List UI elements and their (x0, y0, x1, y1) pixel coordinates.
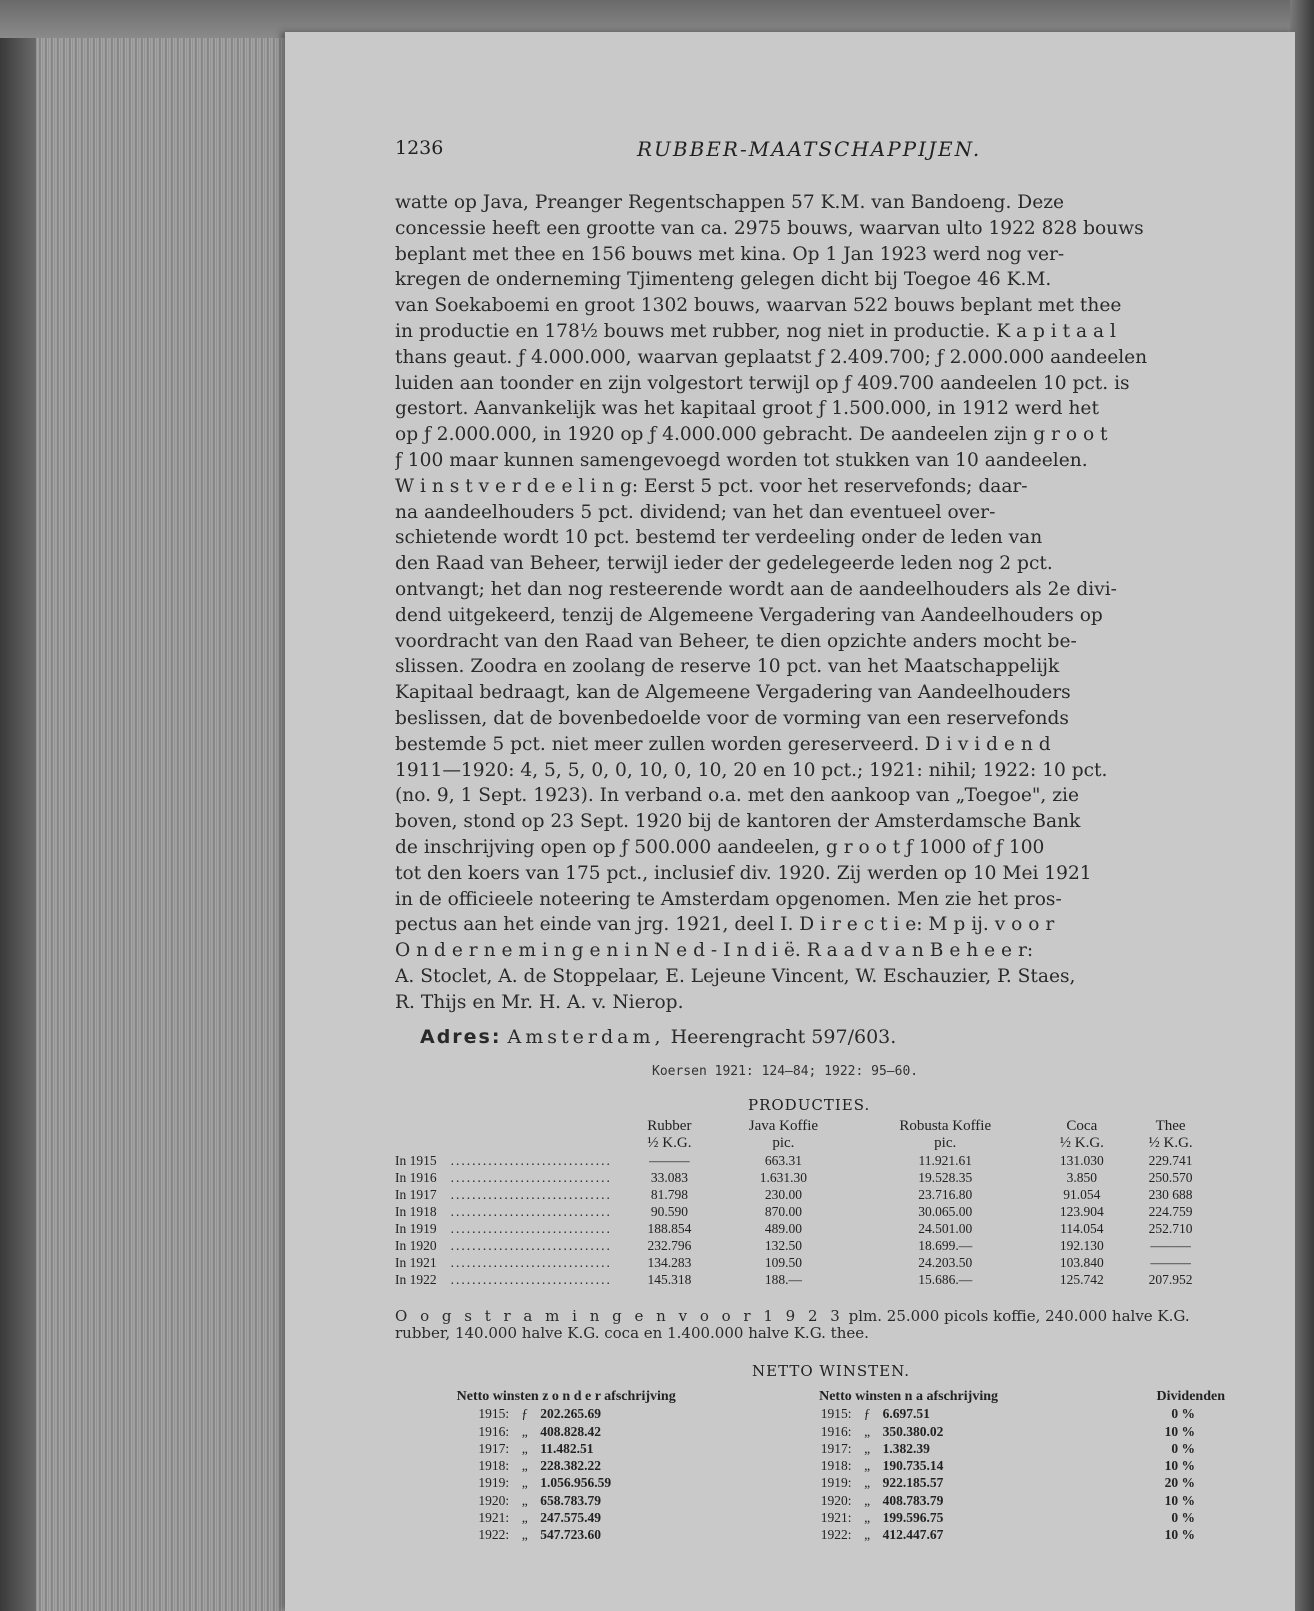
productions-col-unit: ½ K.G. (1059, 1135, 1104, 1151)
table-cell: „ (521, 1475, 528, 1491)
row-label-text: In 1921 (395, 1255, 437, 1270)
running-title: RUBBER-MAATSCHAPPIJEN. (637, 137, 982, 161)
leader-dots: .............................. (450, 1272, 612, 1287)
leader-dots: .............................. (450, 1238, 612, 1253)
netto-header-row (395, 1388, 1225, 1405)
table-cell: 123.904 (1059, 1204, 1104, 1219)
table-cell: 11.482.51 (540, 1440, 594, 1456)
table-cell: 230 688 (1148, 1187, 1193, 1202)
table-cell: 1.056.956.59 (540, 1475, 612, 1491)
productions-table (395, 1118, 1215, 1288)
body-line: watte op Java, Preanger Regentschappen 57 K.M. van Bandoeng. Deze (395, 192, 1064, 213)
body-line: R. Thijs en Mr. H. A. v. Nierop. (395, 991, 684, 1013)
table-cell: ——— (1150, 1238, 1191, 1253)
body-line: beplant met thee en 156 bouws met kina. Op 1 Jan 1923 werd nog ver- (395, 243, 1065, 265)
table-row (395, 1186, 1215, 1203)
body-line: gestort. Aanvankelijk was het kapitaal groot ƒ 1.500.000, in 1912 werd het (395, 398, 1099, 420)
koersen-line: Koersen 1921: 124—84; 1922: 95—60. (652, 1064, 919, 1079)
table-cell: 250.570 (1148, 1170, 1193, 1185)
table-row (395, 1440, 1225, 1457)
body-line: ontvangt; het dan nog resteerende wordt aan de aandeelhouders als 2e divi- (395, 578, 1117, 600)
body-line: (no. 9, 1 Sept. 1923). In verband o.a. met den aankoop van „Toegoe", zie (395, 785, 1079, 807)
table-cell: 0 % (1171, 1440, 1195, 1456)
table-cell: 1915: (478, 1406, 510, 1422)
table-cell: 1.382.39 (882, 1440, 930, 1456)
table-cell: 1.631.30 (759, 1170, 807, 1185)
table-cell: 547.723.60 (540, 1527, 601, 1543)
table-row (395, 1509, 1225, 1526)
row-label (395, 1186, 625, 1203)
table-cell: 922.185.57 (882, 1475, 944, 1491)
row-label (395, 1169, 625, 1186)
table-row (395, 1152, 1215, 1169)
table-cell: 412.447.67 (882, 1527, 944, 1543)
table-cell: „ (521, 1440, 528, 1456)
book-page-edges (0, 0, 300, 1611)
netto-title: NETTO WINSTEN. (752, 1362, 911, 1380)
body-line: Kapitaal bedraagt, kan de Algemeene Vergadering van Aandeelhouders (395, 682, 1071, 704)
address-city: Amsterdam, (507, 1026, 665, 1048)
table-cell: 125.742 (1059, 1272, 1104, 1287)
address-line (420, 1026, 896, 1048)
oogst-text (395, 1308, 1235, 1342)
row-label-text: In 1922 (395, 1272, 437, 1287)
table-cell: 663.31 (764, 1153, 802, 1168)
table-cell: „ (864, 1492, 871, 1508)
productions-col-unit: pic. (772, 1135, 795, 1151)
table-cell: 408.783.79 (882, 1492, 944, 1508)
table-cell: 1921: (478, 1510, 510, 1526)
table-cell: ——— (1150, 1255, 1191, 1270)
table-cell: 19.528.35 (918, 1170, 973, 1185)
table-cell: 81.798 (650, 1187, 688, 1202)
table-cell: 190.735.14 (882, 1458, 944, 1474)
oogst-line-2: rubber, 140.000 halve K.G. coca en 1.400.000 halve K.G. thee. (395, 1324, 869, 1342)
row-label-text: In 1916 (395, 1170, 437, 1185)
table-cell: 10 % (1164, 1423, 1195, 1439)
table-cell: 11.921.61 (918, 1153, 972, 1168)
table-cell: „ (864, 1510, 871, 1526)
table-cell: 408.828.42 (540, 1423, 601, 1439)
book-spine-shadow (0, 0, 36, 1611)
table-cell: 188.854 (647, 1221, 692, 1236)
table-row (395, 1457, 1225, 1474)
table-cell: 24.203.50 (918, 1255, 973, 1270)
table-row (395, 1492, 1225, 1509)
table-cell: ——— (649, 1153, 690, 1168)
table-cell: 30.065.00 (918, 1204, 973, 1219)
table-cell: 1918: (820, 1458, 852, 1474)
productions-col-name: Thee (1155, 1118, 1186, 1134)
body-line: boven, stond op 23 Sept. 1920 bij de kantoren der Amsterdamsche Bank (395, 811, 1081, 833)
table-cell: 207.952 (1148, 1272, 1193, 1287)
table-cell: 6.697.51 (882, 1406, 930, 1422)
table-cell: 199.596.75 (882, 1510, 944, 1526)
row-label (395, 1271, 625, 1288)
productions-col-unit: ½ K.G. (647, 1135, 692, 1151)
table-cell: 188.— (764, 1272, 802, 1287)
productions-col-name: Java Koffie (748, 1118, 819, 1134)
table-cell: 1919: (820, 1475, 852, 1491)
table-cell: 202.265.69 (540, 1406, 601, 1422)
row-label (395, 1237, 625, 1254)
table-cell: „ (521, 1458, 528, 1474)
body-line: van Soekaboemi en groot 1302 bouws, waarvan 522 bouws beplant met thee (395, 295, 1122, 317)
table-cell: 1920: (820, 1492, 852, 1508)
table-cell: 24.501.00 (918, 1221, 973, 1236)
table-cell: 224.759 (1148, 1204, 1193, 1219)
table-cell: 1920: (478, 1492, 510, 1508)
leader-dots: .............................. (450, 1187, 612, 1202)
table-cell: 0 % (1171, 1406, 1195, 1422)
productions-col-unit: pic. (934, 1135, 957, 1151)
body-line: voordracht van den Raad van Beheer, te dien opzichte anders mocht be- (395, 630, 1077, 652)
table-cell: 229.741 (1148, 1153, 1193, 1168)
netto-head-zonder: Netto winsten z o n d e r afschrijving (456, 1389, 676, 1404)
body-line: na aandeelhouders 5 pct. dividend; van het dan eventueel over- (395, 501, 996, 523)
table-cell: „ (521, 1527, 528, 1543)
row-label (395, 1152, 625, 1169)
table-cell: 489.00 (764, 1221, 802, 1236)
table-cell: „ (864, 1423, 871, 1439)
table-cell: 91.054 (1063, 1187, 1101, 1202)
table-cell: 870.00 (764, 1204, 802, 1219)
page-number: 1236 (395, 137, 444, 159)
table-cell: 247.575.49 (540, 1510, 601, 1526)
table-cell: 1915: (820, 1406, 852, 1422)
table-cell: 232.796 (647, 1238, 692, 1253)
table-cell: 1917: (820, 1440, 852, 1456)
table-cell: 103.840 (1059, 1255, 1104, 1270)
body-line: dend uitgekeerd, tenzij de Algemeene Vergadering van Aandeelhouders op (395, 604, 1103, 626)
row-label-text: In 1920 (395, 1238, 437, 1253)
row-label-text: In 1918 (395, 1204, 437, 1219)
table-row (395, 1237, 1215, 1254)
table-cell: 15.686.— (918, 1272, 973, 1287)
table-cell: „ (521, 1492, 528, 1508)
table-cell: 18.699.— (918, 1238, 973, 1253)
table-cell: 1919: (478, 1475, 510, 1491)
table-cell: 0 % (1171, 1510, 1195, 1526)
oogst-line-1 (395, 1308, 1235, 1325)
table-cell: 658.783.79 (540, 1492, 601, 1508)
address-street: Heerengracht 597/603. (670, 1026, 897, 1048)
table-cell: 10 % (1164, 1458, 1195, 1474)
table-cell: 114.054 (1060, 1221, 1104, 1236)
table-row (395, 1526, 1225, 1543)
table-cell: 132.50 (764, 1238, 802, 1253)
body-line: schietende wordt 10 pct. bestemd ter verdeeling onder de leden van (395, 527, 1043, 549)
table-cell: 1918: (478, 1458, 510, 1474)
table-cell: „ (864, 1458, 871, 1474)
table-cell: 1916: (820, 1423, 852, 1439)
body-line: pectus aan het einde van jrg. 1921, deel I. D i r e c t i e: M p ij. v o o r (395, 914, 1055, 936)
body-line: slissen. Zoodra en zoolang de reserve 10 pct. van het Maatschappelijk (395, 656, 1060, 678)
body-line: in de officieele noteering te Amsterdam opgenomen. Men zie het pros- (395, 888, 1062, 910)
body-line: tot den koers van 175 pct., inclusief div. 1920. Zij werden op 10 Mei 1921 (395, 862, 1092, 884)
table-cell: 145.318 (647, 1272, 692, 1287)
leader-dots: .............................. (450, 1204, 612, 1219)
table-row (395, 1169, 1215, 1186)
row-label (395, 1254, 625, 1271)
productions-title: PRODUCTIES. (748, 1096, 871, 1114)
leader-dots: .............................. (450, 1255, 612, 1270)
leader-dots: .............................. (450, 1170, 612, 1185)
table-row (395, 1423, 1225, 1440)
table-cell: 228.382.22 (540, 1458, 601, 1474)
table-cell: 33.083 (650, 1170, 688, 1185)
body-line: in productie en 178½ bouws met rubber, nog niet in productie. K a p i t a a l (395, 320, 1116, 342)
table-cell: 90.590 (650, 1204, 688, 1219)
table-cell: „ (864, 1527, 871, 1543)
table-cell: 3.850 (1066, 1170, 1098, 1185)
oogst-lead: O o g s t r a m i n g e n v o o r 1 9 2 3 (395, 1307, 844, 1325)
table-cell: 1922: (820, 1527, 852, 1543)
body-line: beslissen, dat de bovenbedoelde voor de vorming van een reservefonds (395, 707, 1069, 729)
netto-winsten-table (395, 1388, 1225, 1544)
row-label-text: In 1919 (395, 1221, 437, 1236)
netto-head-na: Netto winsten n a afschrijving (819, 1389, 998, 1404)
body-line: kregen de onderneming Tjimenteng gelegen dicht bij Toegoe 46 K.M. (395, 269, 1052, 291)
table-row (395, 1220, 1215, 1237)
table-cell: 192.130 (1059, 1238, 1104, 1253)
table-cell: ƒ (863, 1406, 871, 1422)
address-label: Adres: (420, 1026, 502, 1048)
table-row (395, 1474, 1225, 1491)
productions-col-name: Coca (1066, 1118, 1098, 1134)
table-cell: ƒ (521, 1406, 529, 1422)
table-cell: „ (521, 1423, 528, 1439)
row-label (395, 1203, 625, 1220)
page-header (395, 137, 1195, 167)
body-line: de inschrijving open op ƒ 500.000 aandeelen, g r o o t ƒ 1000 of ƒ 100 (395, 836, 1045, 858)
body-line: den Raad van Beheer, terwijl ieder der gedelegeerde leden nog 2 pct. (395, 553, 1053, 575)
table-cell: 252.710 (1148, 1221, 1193, 1236)
table-cell: 1921: (820, 1510, 852, 1526)
oogst-line1-rest: plm. 25.000 picols koffie, 240.000 halve K.G. (848, 1307, 1190, 1325)
table-cell: „ (864, 1440, 871, 1456)
productions-col-name: Rubber (647, 1118, 692, 1134)
table-row (395, 1271, 1215, 1288)
leader-dots: .............................. (450, 1221, 612, 1236)
table-cell: 20 % (1164, 1475, 1195, 1491)
table-row (395, 1405, 1225, 1422)
body-line: bestemde 5 pct. niet meer zullen worden gereserveerd. D i v i d e n d (395, 733, 1051, 755)
table-cell: 1916: (478, 1423, 510, 1439)
productions-col-unit: ½ K.G. (1148, 1135, 1193, 1151)
table-cell: 230.00 (764, 1187, 802, 1202)
row-label-text: In 1917 (395, 1187, 437, 1202)
body-text (395, 190, 1235, 1016)
body-line: W i n s t v e r d e e l i n g: Eerst 5 pct. voor het reservefonds; daar- (395, 475, 1028, 497)
table-cell: „ (864, 1475, 871, 1491)
table-cell: 10 % (1164, 1492, 1195, 1508)
body-line: luiden aan toonder en zijn volgestort terwijl op ƒ 409.700 aandeelen 10 pct. is (395, 372, 1130, 394)
body-line: thans geaut. ƒ 4.000.000, waarvan geplaatst ƒ 2.409.700; ƒ 2.000.000 aandeelen (395, 346, 1148, 368)
netto-head-div: Dividenden (1156, 1389, 1225, 1404)
table-cell: 10 % (1164, 1527, 1195, 1543)
body-line: concessie heeft een grootte van ca. 2975 bouws, waarvan ulto 1922 828 bouws (395, 217, 1144, 239)
table-cell: „ (521, 1510, 528, 1526)
leader-dots: .............................. (450, 1153, 612, 1168)
table-row (395, 1254, 1215, 1271)
row-label (395, 1220, 625, 1237)
table-cell: 134.283 (647, 1255, 692, 1270)
table-cell: 1922: (478, 1527, 510, 1543)
body-line: ƒ 100 maar kunnen samengevoegd worden tot stukken van 10 aandeelen. (395, 449, 1088, 471)
body-line: 1911—1920: 4, 5, 5, 0, 0, 10, 0, 10, 20 en 10 pct.; 1921: nihil; 1922: 10 pct. (395, 759, 1108, 781)
table-cell: 131.030 (1059, 1153, 1104, 1168)
body-line: op ƒ 2.000.000, in 1920 op ƒ 4.000.000 gebracht. De aandeelen zijn g r o o t (395, 424, 1108, 446)
productions-col-name: Robusta Koffie (899, 1118, 992, 1134)
table-cell: 1917: (478, 1440, 510, 1456)
row-label-text: In 1915 (395, 1153, 437, 1168)
table-cell: 350.380.02 (882, 1423, 944, 1439)
body-line: A. Stoclet, A. de Stoppelaar, E. Lejeune Vincent, W. Eschauzier, P. Staes, (395, 965, 1076, 987)
productions-unit-row (395, 1135, 1215, 1152)
table-cell: 109.50 (764, 1255, 802, 1270)
table-cell: 23.716.80 (918, 1187, 973, 1202)
table-row (395, 1203, 1215, 1220)
productions-header-row (395, 1118, 1215, 1135)
body-line: O n d e r n e m i n g e n i n N e d - I n d i ë. R a a d v a n B e h e e r: (395, 940, 1034, 962)
